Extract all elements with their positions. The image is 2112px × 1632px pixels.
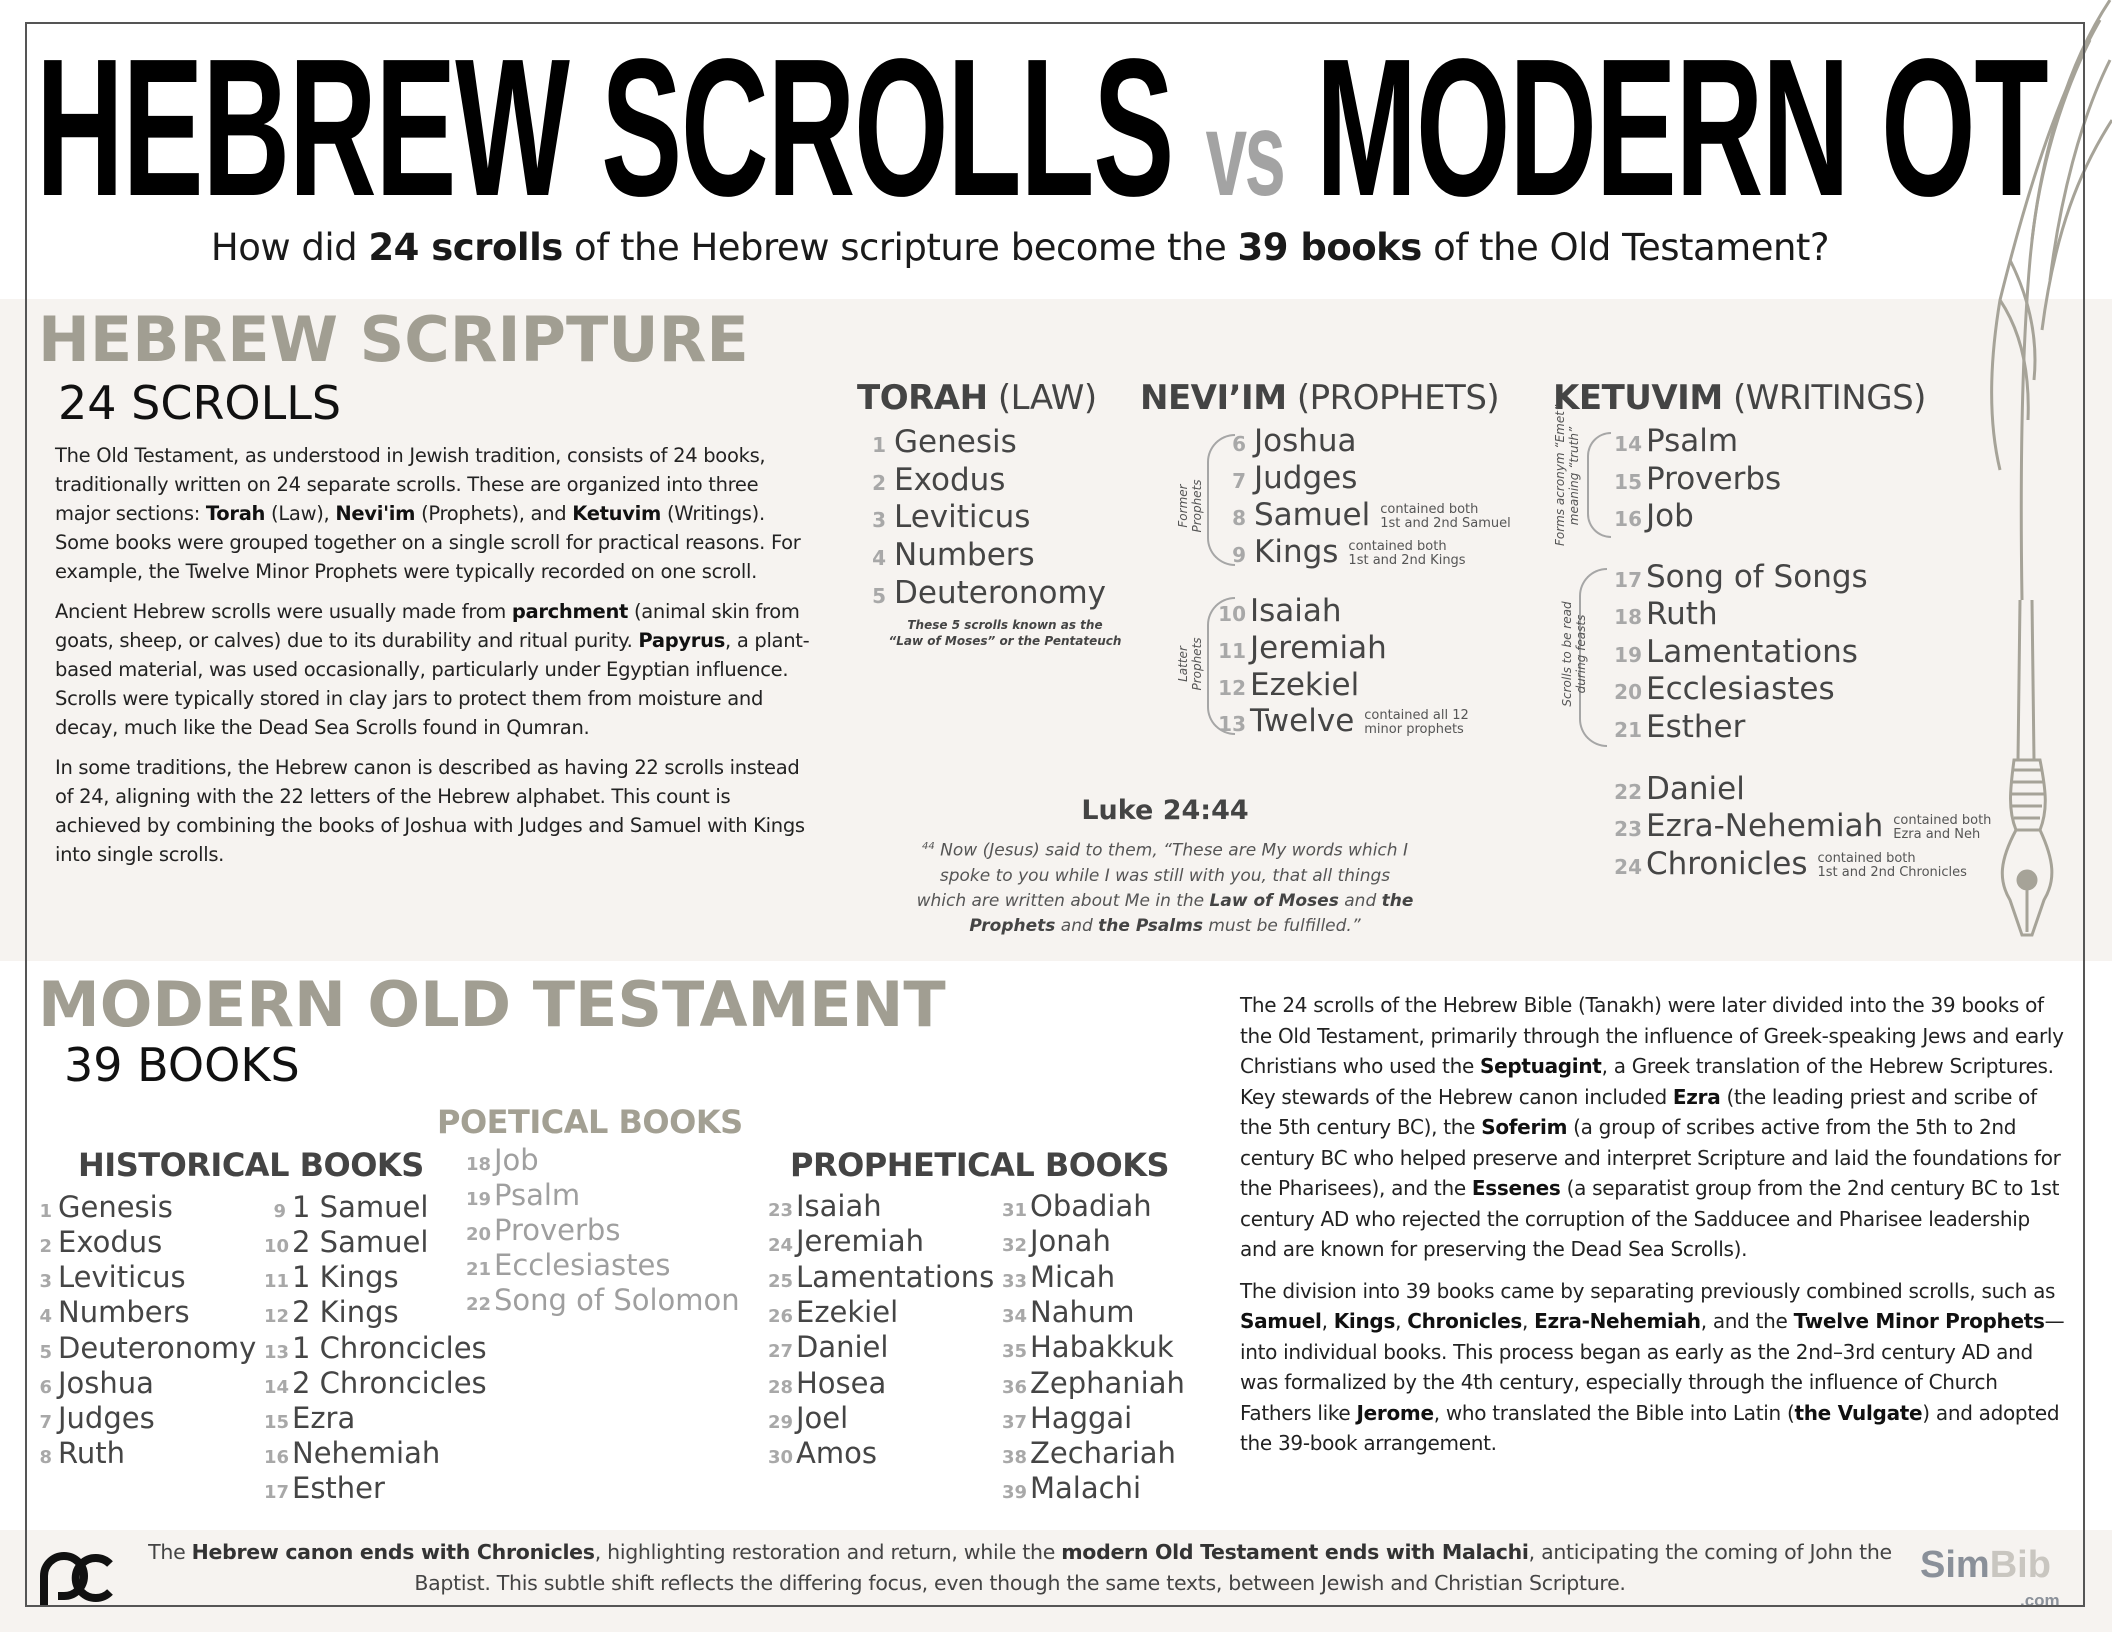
feasts-label: Scrolls to be read during feasts xyxy=(1560,601,1588,707)
list-item: 7 Judges xyxy=(1232,460,1358,496)
list-item: 4 Numbers xyxy=(39,1295,190,1329)
modern-ot-description xyxy=(1240,990,2070,1470)
title-right: MODERN OT xyxy=(1315,18,2048,237)
list-item: 14 2 Chroncicles xyxy=(264,1366,487,1400)
hebrew-scripture-title: HEBREW SCRIPTURE xyxy=(38,303,749,376)
list-item: 19 Lamentations xyxy=(1614,634,1858,670)
emet-bracket xyxy=(1587,432,1611,538)
list-item: 3 Leviticus xyxy=(872,499,1031,535)
poetical-books-heading: POETICAL BOOKS xyxy=(437,1103,743,1141)
title-vs: vs xyxy=(1205,87,1284,221)
list-item: 3 Leviticus xyxy=(39,1260,186,1294)
list-item: 26 Ezekiel xyxy=(768,1295,899,1329)
list-item: 21 Ecclesiastes xyxy=(466,1248,671,1282)
hebrew-scripture-subtitle: 24 SCROLLS xyxy=(58,376,342,430)
list-item: 10 2 Samuel xyxy=(264,1225,429,1259)
modern-ot-subtitle: 39 BOOKS xyxy=(64,1038,300,1092)
list-item: 11 1 Kings xyxy=(264,1260,399,1294)
feather-quill-icon xyxy=(1960,0,2112,960)
subtitle-text: How did xyxy=(210,226,369,269)
paragraph: The Old Testament, as understood in Jewish tradition, consists of 24 books, traditionally written on 24 separate scrolls. These are organized into three major sections: Torah (Law), Nevi'im (Prophets), and Ketuvim (Writings). Some books were grouped together on a single scroll for practical reasons. For example, the Twelve Minor Prophets were typically recorded on one scroll. xyxy=(55,444,801,583)
list-item: 38 Zechariah xyxy=(1002,1436,1176,1470)
list-item: 2 Exodus xyxy=(39,1225,163,1259)
list-item: 6 Joshua xyxy=(1232,423,1357,459)
list-item: 37 Haggai xyxy=(1002,1401,1133,1435)
neviim-heading: NEVI’IM (PROPHETS) xyxy=(1140,378,1500,418)
item-note: contained both 1st and 2nd Samuel xyxy=(1380,501,1511,531)
list-item: 17 Song of Songs xyxy=(1614,559,1868,595)
subtitle-text: of the Old Testament? xyxy=(1421,226,1830,269)
list-item: 30 Amos xyxy=(768,1436,877,1470)
list-item: 12 2 Kings xyxy=(264,1295,399,1329)
list-item: 28 Hosea xyxy=(768,1366,887,1400)
list-item: 8 Samuel contained both 1st and 2nd Samuel xyxy=(1232,497,1511,533)
list-item: 34 Nahum xyxy=(1002,1295,1135,1329)
list-item: 23 Ezra-Nehemiah contained both Ezra and Neh xyxy=(1614,808,1992,844)
ketuvim-heading: KETUVIM (WRITINGS) xyxy=(1553,378,1926,418)
list-item: 16 Nehemiah xyxy=(264,1436,441,1470)
list-item: 36 Zephaniah xyxy=(1002,1366,1185,1400)
list-item: 4 Numbers xyxy=(872,537,1035,573)
modern-ot-title: MODERN OLD TESTAMENT xyxy=(38,968,946,1041)
list-item: 24 Chronicles contained both 1st and 2nd Chronicles xyxy=(1614,846,1967,882)
list-item: 22 Song of Solomon xyxy=(466,1283,740,1317)
list-item: 35 Habakkuk xyxy=(1002,1330,1174,1364)
list-item: 39 Malachi xyxy=(1002,1471,1142,1505)
list-item: 16 Job xyxy=(1614,498,1694,534)
torah-heading: TORAH (LAW) xyxy=(857,378,1097,418)
logo-bib: Bib xyxy=(1989,1544,2051,1586)
subtitle-text: of the Hebrew scripture become the xyxy=(562,226,1238,269)
simbib-logo[interactable] xyxy=(1920,1544,2085,1610)
title-left: HEBREW SCROLLS xyxy=(36,18,1174,237)
historical-books-heading: HISTORICAL BOOKS xyxy=(78,1146,424,1184)
list-item: 25 Lamentations xyxy=(768,1260,995,1294)
luke-verse: $^{44}$ Now (Jesus) said to them, “These are My words which I spoke to you while I was still with you, that all things which are written about Me in the Law of Moses and the Prophets and the Psalms must be fulfilled.” xyxy=(916,840,1414,936)
paragraph: Ancient Hebrew scrolls were usually made from parchment (animal skin from goats, sheep, or calves) due to its durability and ritual purity. Papyrus, a plant-based material, was used occasionally, particularly under Egyptian influence. Scrolls were typically stored in clay jars to protect them from moisture and decay, much like the Dead Sea Scrolls found in Qumran. xyxy=(55,600,810,739)
paragraph: The division into 39 books came by separating previously combined scrolls, such as Samuel, Kings, Chronicles, Ezra-Nehemiah, and the Twelve Minor Prophets—into individual books. This process began as early as the 2nd–3rd century AD and was formalized by the 4th century, especially through the influence of Church Fathers like Jerome, who translated the Bible into Latin (the Vulgate) and adopted the 39-book arrangement. xyxy=(1240,1278,2065,1455)
luke-reference: Luke 24:44 xyxy=(1081,795,1249,826)
list-item: 23 Isaiah xyxy=(768,1189,882,1223)
item-note: contained both Ezra and Neh xyxy=(1893,812,1992,842)
list-item: 20 Ecclesiastes xyxy=(1614,671,1835,707)
latter-prophets-label: Latter Prophets xyxy=(1176,637,1204,691)
list-item: 14 Psalm xyxy=(1614,423,1739,459)
list-item: 21 Esther xyxy=(1614,709,1746,745)
list-item: 22 Daniel xyxy=(1614,771,1745,807)
list-item: 29 Joel xyxy=(768,1401,849,1435)
list-item: 13 1 Chroncicles xyxy=(264,1331,487,1365)
list-item: 6 Joshua xyxy=(39,1366,154,1400)
list-item: 19 Psalm xyxy=(466,1178,581,1212)
paragraph: The 24 scrolls of the Hebrew Bible (Tanakh) were later divided into the 39 books of the Old Testament, primarily through the influence of Greek-speaking Jews and early Christians who used the Septuagint, a Greek translation of the Hebrew Scriptures. Key stewards of the Hebrew canon included Ezra (the leading priest and scribe of the 5th century BC), the Soferim (a group of scribes active from the 5th to 2nd century BC who helped preserve and interpret Scripture and laid the foundations for the Pharisees), and the Essenes (a separatist group from the 2nd century BC to 1st century AD who rejected the corruption of the Sadducee and Pharisee leadership and are known for preserving the Dead Sea Scrolls). xyxy=(1240,993,2064,1261)
list-item: 8 Ruth xyxy=(39,1436,125,1470)
list-item: 1 Genesis xyxy=(39,1190,173,1224)
item-note: contained both 1st and 2nd Chronicles xyxy=(1817,850,1967,880)
item-note: contained all 12 minor prophets xyxy=(1364,707,1469,737)
list-item: 2 Exodus xyxy=(872,462,1006,498)
list-item: 15 Ezra xyxy=(264,1401,356,1435)
list-item: 11 Jeremiah xyxy=(1218,630,1387,666)
emet-label: Forms acronym “Emet” meaning “truth” xyxy=(1553,404,1581,546)
logo-sim: Sim xyxy=(1920,1544,1990,1586)
list-item: 18 Ruth xyxy=(1614,596,1718,632)
list-item: 27 Daniel xyxy=(768,1330,889,1364)
subtitle-bold: 39 books xyxy=(1237,226,1422,269)
torah-note: These 5 scrolls known as the “Law of Moses” or the Pentateuch xyxy=(888,618,1122,648)
list-item: 10 Isaiah xyxy=(1218,593,1342,629)
list-item: 31 Obadiah xyxy=(1002,1189,1152,1223)
list-item: 13 Twelve contained all 12 minor prophets xyxy=(1218,703,1469,739)
page-title xyxy=(36,18,2048,237)
list-item: 1 Genesis xyxy=(872,424,1017,460)
list-item: 24 Jeremiah xyxy=(768,1224,924,1258)
pc-logo-icon xyxy=(36,1548,118,1606)
list-item: 18 Job xyxy=(466,1143,539,1177)
subtitle-bold: 24 scrolls xyxy=(368,226,563,269)
list-item: 5 Deuteronomy xyxy=(39,1331,257,1365)
logo-com: .com xyxy=(2020,1591,2060,1610)
prophetical-books-heading: PROPHETICAL BOOKS xyxy=(790,1146,1170,1184)
item-note: contained both 1st and 2nd Kings xyxy=(1348,538,1466,568)
list-item: 32 Jonah xyxy=(1002,1224,1111,1258)
list-item: 9 1 Samuel xyxy=(273,1190,429,1224)
paragraph: In some traditions, the Hebrew canon is described as having 22 scrolls instead of 24, aligning with the 22 letters of the Hebrew alphabet. This count is achieved by combining the books of Joshua with Judges and Samuel with Kings into single scrolls. xyxy=(55,756,805,866)
list-item: 17 Esther xyxy=(264,1471,385,1505)
footer-summary: The Hebrew canon ends with Chronicles, highlighting restoration and return, while the modern Old Testament ends with Malachi, anticipating the coming of John the Baptist. This subtle shift reflects the differing focus, even though the same texts, between Jewish and Christian Scripture. xyxy=(148,1540,1892,1595)
list-item: 5 Deuteronomy xyxy=(872,575,1107,611)
page-subtitle xyxy=(0,226,2040,269)
list-item: 15 Proverbs xyxy=(1614,461,1782,497)
list-item: 9 Kings contained both 1st and 2nd Kings xyxy=(1232,534,1466,570)
list-item: 7 Judges xyxy=(39,1401,155,1435)
hebrew-scripture-description xyxy=(55,441,815,880)
list-item: 33 Micah xyxy=(1002,1260,1116,1294)
former-prophets-label: Former Prophets xyxy=(1176,479,1204,533)
list-item: 12 Ezekiel xyxy=(1218,667,1360,703)
list-item: 20 Proverbs xyxy=(466,1213,621,1247)
